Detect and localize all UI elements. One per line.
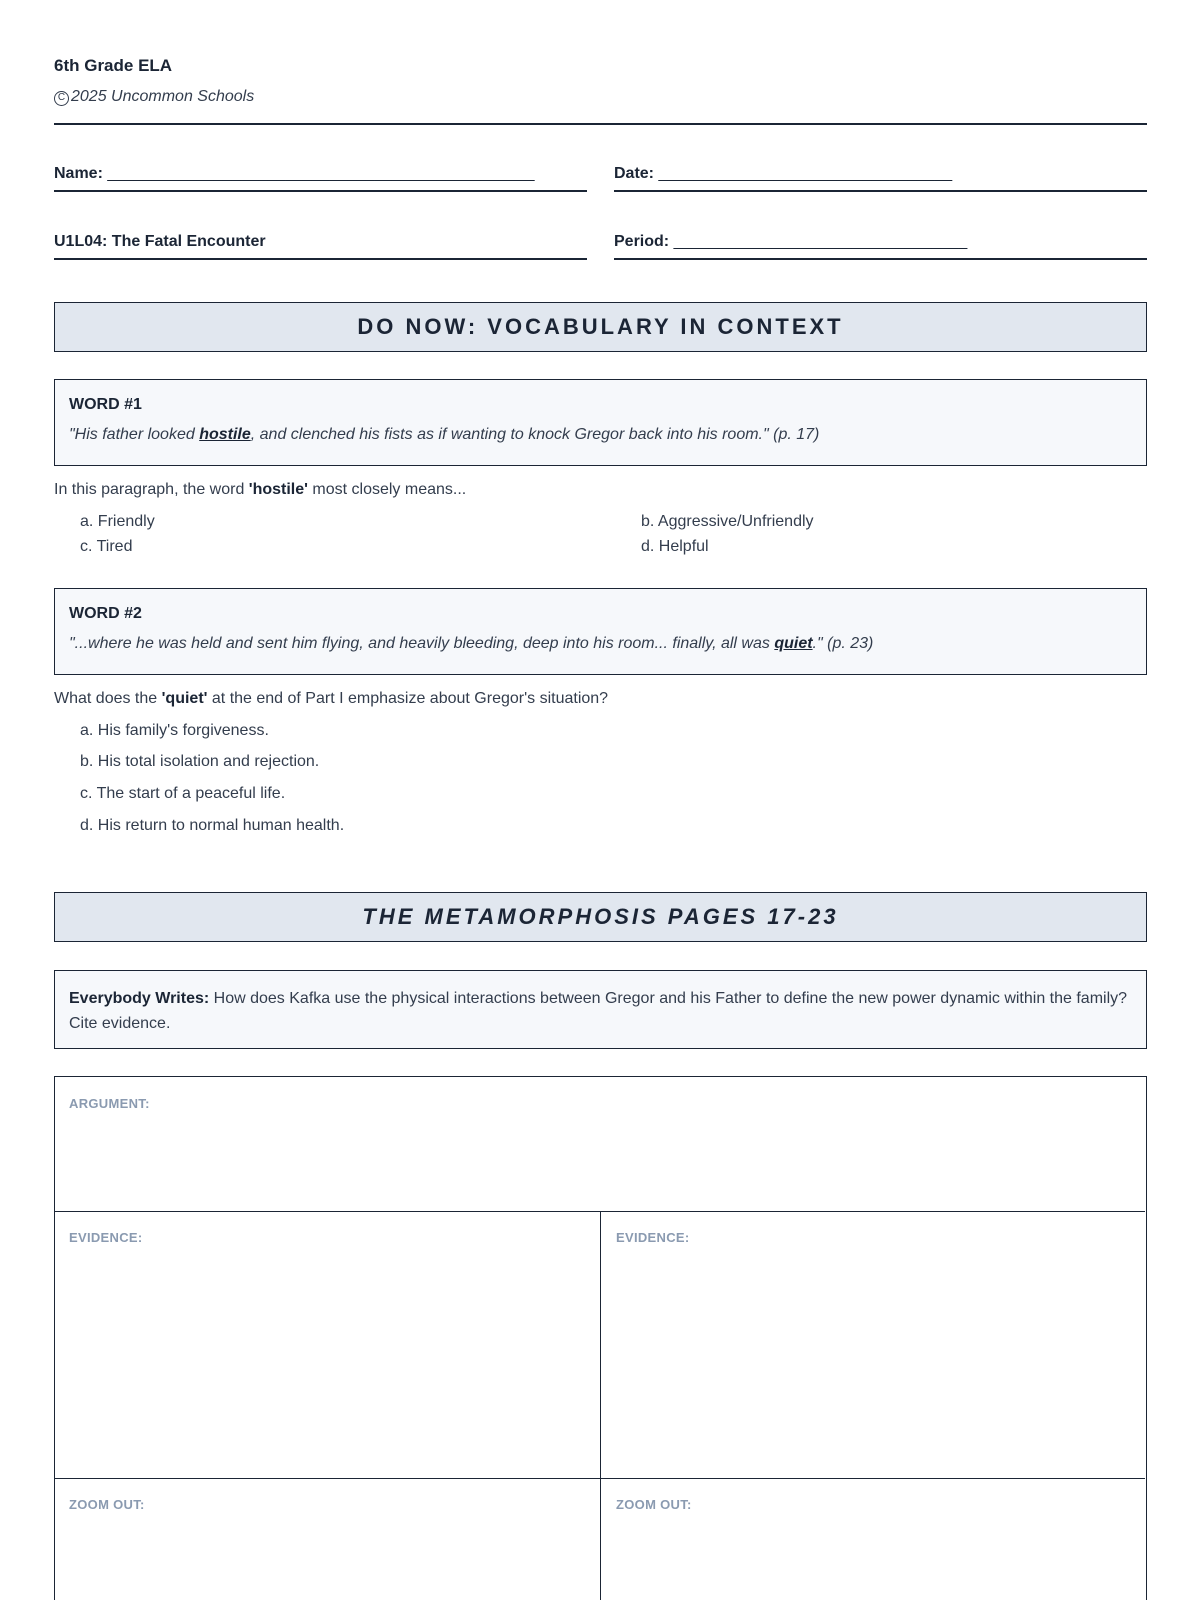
grid-divider-center <box>600 1211 601 1600</box>
word1-highlight: hostile <box>199 426 251 443</box>
do-now-banner: DO NOW: VOCABULARY IN CONTEXT <box>54 302 1147 352</box>
period-label: Period: <box>614 233 670 250</box>
everybody-writes-box <box>54 970 1147 1049</box>
name-blank[interactable]: ________________________________________________ <box>107 165 535 182</box>
word1-quote <box>69 426 1132 444</box>
word2-label: WORD #2 <box>69 605 142 622</box>
header-divider <box>54 123 1147 125</box>
word2-question-word: 'quiet' <box>161 690 208 707</box>
word2-quote <box>69 635 1132 653</box>
everybody-writes-label: Everybody Writes: <box>69 990 210 1007</box>
period-blank[interactable]: _________________________________ <box>673 233 968 250</box>
word1-question <box>54 481 466 499</box>
word1-quote-before: "His father looked <box>69 426 200 443</box>
copyright-line <box>54 88 254 106</box>
name-label: Name: <box>54 165 103 182</box>
evidence-label-left: EVIDENCE: <box>69 1230 143 1245</box>
date-field[interactable] <box>614 162 1147 192</box>
word2-option-b[interactable]: b. His total isolation and rejection. <box>80 753 320 770</box>
word1-option-c[interactable]: c. Tired <box>80 538 133 555</box>
copyright-text: 2025 Uncommon Schools <box>71 88 255 105</box>
reading-banner: THE METAMORPHOSIS PAGES 17-23 <box>54 892 1147 942</box>
evidence-label-right: EVIDENCE: <box>616 1230 690 1245</box>
word1-option-a[interactable]: a. Friendly <box>80 513 155 530</box>
word1-quote-after: , and clenched his fists as if wanting to knock Gregor back into his room." (p. 17) <box>250 426 820 443</box>
word2-option-a[interactable]: a. His family's forgiveness. <box>80 722 269 739</box>
response-grid <box>54 1076 1147 1600</box>
word1-box <box>54 379 1147 466</box>
word2-quote-after: ." (p. 23) <box>812 635 874 652</box>
word2-quote-before: "...where he was held and sent him flying, and heavily bleeding, deep into his room... finally, all was <box>69 635 775 652</box>
everybody-writes-prompt: How does Kafka use the physical interactions between Gregor and his Father to define the new power dynamic within the family? Cite evidence. <box>69 990 1128 1032</box>
word1-option-b[interactable]: b. Aggressive/Unfriendly <box>641 513 814 530</box>
word1-option-d[interactable]: d. Helpful <box>641 538 709 555</box>
word1-question-before: In this paragraph, the word <box>54 481 249 498</box>
word1-label: WORD #1 <box>69 396 142 413</box>
word1-question-after: most closely means... <box>307 481 467 498</box>
word2-highlight: quiet <box>774 635 813 652</box>
zoom-label-left: ZOOM OUT: <box>69 1497 145 1512</box>
word2-question-before: What does the <box>54 690 162 707</box>
date-label: Date: <box>614 165 655 182</box>
grid-divider-evidence <box>55 1478 1145 1479</box>
word2-question-after: at the end of Part I emphasize about Gregor's situation? <box>207 690 609 707</box>
word2-option-c[interactable]: c. The start of a peaceful life. <box>80 785 286 802</box>
date-blank[interactable]: _________________________________ <box>658 165 953 182</box>
period-field[interactable] <box>614 230 1147 260</box>
word2-question <box>54 690 608 708</box>
argument-label: ARGUMENT: <box>69 1096 150 1111</box>
lesson-field <box>54 230 587 260</box>
zoom-label-right: ZOOM OUT: <box>616 1497 692 1512</box>
lesson-label: U1L04: The Fatal Encounter <box>54 233 266 250</box>
copyright-icon: C <box>54 91 69 106</box>
word1-question-word: 'hostile' <box>248 481 308 498</box>
word2-box <box>54 588 1147 675</box>
name-field[interactable] <box>54 162 587 192</box>
word2-option-d[interactable]: d. His return to normal human health. <box>80 817 345 834</box>
course-title: 6th Grade ELA <box>54 56 173 75</box>
